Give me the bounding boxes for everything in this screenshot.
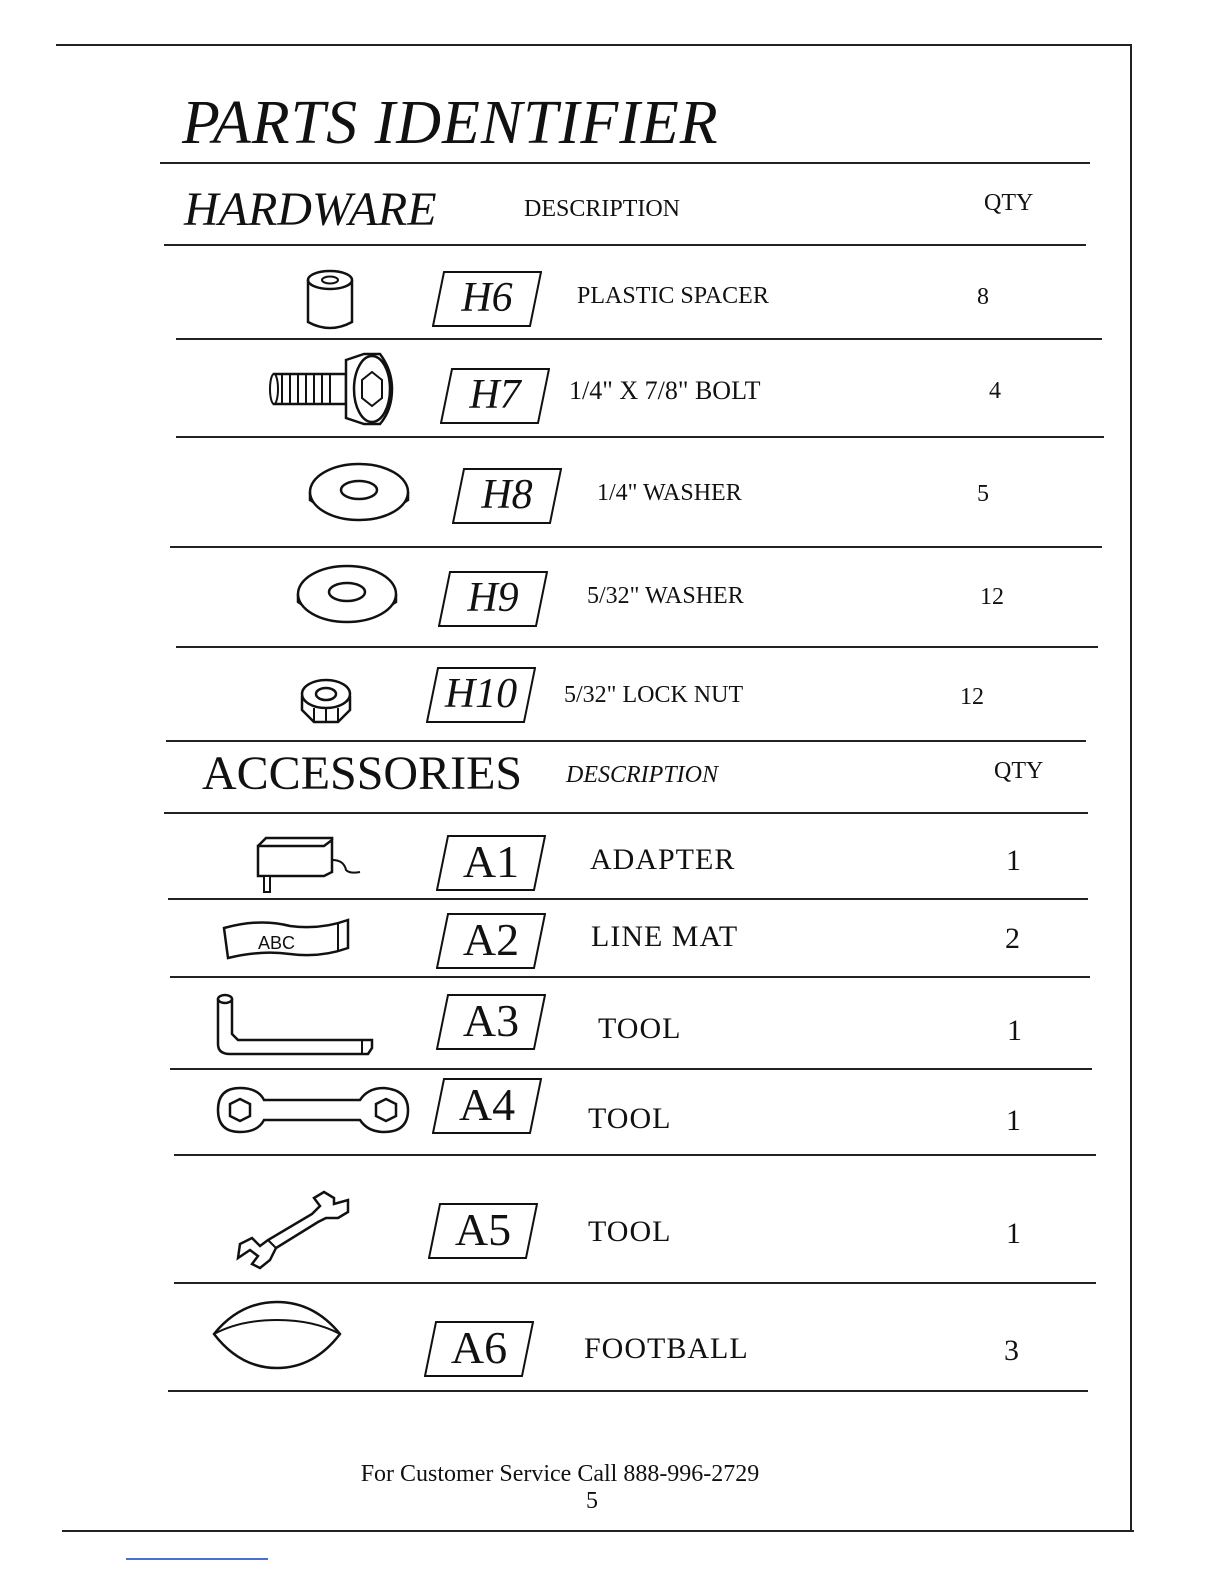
part-qty-a3: 1 xyxy=(1007,1014,1022,1047)
part-qty-a2: 2 xyxy=(1005,922,1020,955)
svg-text:ABC: ABC xyxy=(258,933,296,953)
accessories-qty-header: QTY xyxy=(994,758,1044,784)
adapter-icon xyxy=(252,834,364,901)
hardware-header-rule xyxy=(164,244,1086,246)
plastic-spacer-icon xyxy=(300,268,360,339)
row-rule xyxy=(168,898,1088,900)
part-qty-h7: 4 xyxy=(989,378,1001,404)
hardware-description-header: DESCRIPTION xyxy=(524,196,681,222)
part-code-a1: A1 xyxy=(436,835,546,891)
customer-service-note: For Customer Service Call 888-996-2729 xyxy=(360,1461,760,1487)
hardware-heading: HARDWARE xyxy=(184,183,437,236)
row-rule xyxy=(174,1154,1096,1156)
box-wrench-icon xyxy=(214,1084,410,1141)
part-code-h9: H9 xyxy=(438,571,548,627)
part-qty-a6: 3 xyxy=(1004,1334,1019,1367)
part-description-a3: TOOL xyxy=(598,1012,682,1045)
bolt-icon xyxy=(268,350,398,435)
title-rule xyxy=(160,162,1090,164)
part-code-a2: A2 xyxy=(436,913,546,969)
row-rule xyxy=(170,1068,1092,1070)
washer-icon xyxy=(294,562,400,633)
hardware-qty-header: QTY xyxy=(984,190,1034,216)
part-description-a5: TOOL xyxy=(588,1215,672,1248)
lock-nut-icon xyxy=(296,676,356,733)
accessories-description-header: DESCRIPTION xyxy=(566,762,718,788)
row-rule xyxy=(170,546,1102,548)
row-rule xyxy=(176,338,1102,340)
part-code-h7: H7 xyxy=(440,368,550,424)
part-code-h8: H8 xyxy=(452,468,562,524)
part-qty-h9: 12 xyxy=(980,584,1004,610)
frame-bottom-rule xyxy=(62,1530,1134,1532)
line-mat-icon xyxy=(220,914,354,969)
part-qty-a5: 1 xyxy=(1006,1217,1021,1250)
part-description-a2: LINE MAT xyxy=(591,920,739,953)
part-description-h9: 5/32" WASHER xyxy=(587,583,744,609)
page-title: PARTS IDENTIFIER xyxy=(182,89,719,157)
part-description-h8: 1/4" WASHER xyxy=(597,480,742,506)
part-code-a4: A4 xyxy=(432,1078,542,1134)
frame-top-rule xyxy=(56,44,1132,46)
part-qty-a4: 1 xyxy=(1006,1104,1021,1137)
part-qty-h8: 5 xyxy=(977,481,989,507)
part-code-a3: A3 xyxy=(436,994,546,1050)
part-code-h6: H6 xyxy=(432,271,542,327)
blue-underline xyxy=(126,1558,268,1560)
hardware-bottom-rule xyxy=(166,740,1086,742)
football-icon xyxy=(210,1298,344,1377)
accessories-bottom-rule xyxy=(168,1390,1088,1392)
page-number: 5 xyxy=(586,1488,598,1514)
row-rule xyxy=(176,436,1104,438)
part-code-h10: H10 xyxy=(426,667,536,723)
open-wrench-icon xyxy=(230,1188,354,1277)
part-qty-h6: 8 xyxy=(977,284,989,310)
row-rule xyxy=(170,976,1090,978)
accessories-header-rule xyxy=(164,812,1088,814)
row-rule xyxy=(176,646,1098,648)
part-description-a1: ADAPTER xyxy=(590,843,736,876)
part-description-h10: 5/32" LOCK NUT xyxy=(564,682,744,708)
part-qty-h10: 12 xyxy=(960,684,984,710)
part-code-a6: A6 xyxy=(424,1321,534,1377)
part-description-a6: FOOTBALL xyxy=(584,1332,749,1365)
part-qty-a1: 1 xyxy=(1006,844,1021,877)
part-description-h7: 1/4" X 7/8" BOLT xyxy=(569,376,761,405)
hex-key-icon xyxy=(212,990,378,1067)
part-description-h6: PLASTIC SPACER xyxy=(577,283,769,309)
row-rule xyxy=(174,1282,1096,1284)
part-code-a5: A5 xyxy=(428,1203,538,1259)
accessories-heading: ACCESSORIES xyxy=(202,747,523,800)
washer-icon xyxy=(306,460,412,531)
part-description-a4: TOOL xyxy=(588,1102,672,1135)
frame-right-rule xyxy=(1130,44,1132,1532)
